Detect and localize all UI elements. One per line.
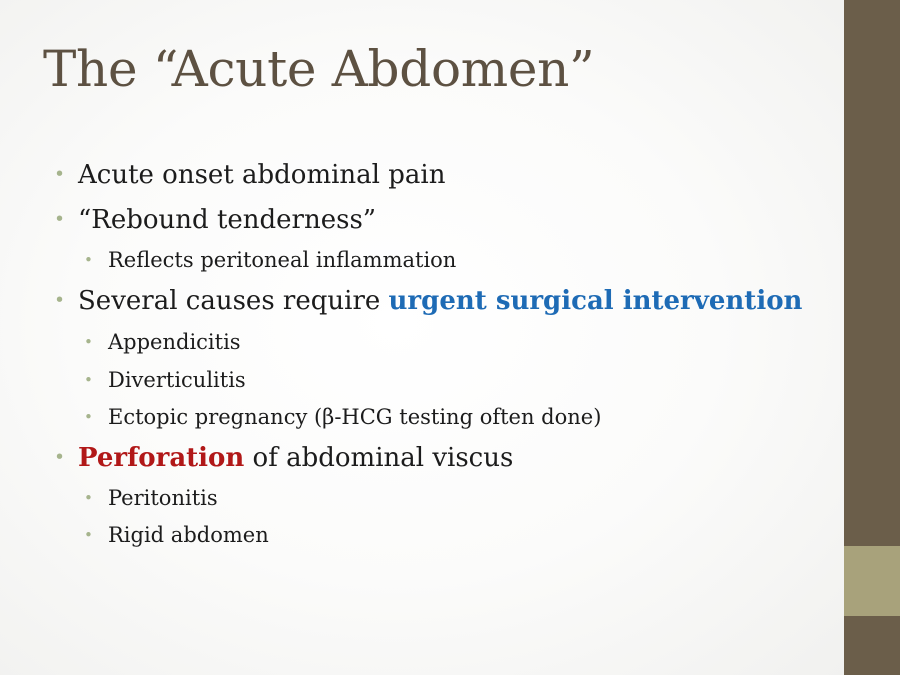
bullet-text: Reflects peritoneal inflammation [108,248,457,272]
sub-bullet-item [84,405,601,429]
bullet-dot-icon: • [54,163,66,185]
bullet-dot-icon: • [54,208,66,230]
sub-bullet-item [84,330,241,354]
bullet-text: Appendicitis [108,330,241,354]
bullet-dot-icon: • [54,289,66,311]
bullet-text: Acute onset abdominal pain [78,160,446,190]
bullet-dot-icon: • [84,332,93,351]
bullet-item [54,286,802,316]
bullet-dot-icon: • [84,370,93,389]
bullet-dot-icon: • [84,250,93,269]
bullet-text: Diverticulitis [108,368,246,392]
bullet-item [54,205,376,235]
bullet-text: “Rebound tenderness” [78,205,377,235]
bullet-dot-icon: • [54,446,66,468]
sidebar-accent-block [844,546,900,616]
bullet-text: Rigid abdomen [108,523,269,547]
bullet-item [54,160,445,190]
highlight-urgent-text: urgent surgical intervention [388,286,803,316]
sub-bullet-item [84,368,246,392]
bullet-item [54,443,513,473]
slide-title: The “Acute Abdomen” [43,40,595,98]
bullet-dot-icon: • [84,488,93,507]
bullet-dot-icon: • [84,407,93,426]
bullet-text: Peritonitis [108,486,218,510]
sub-bullet-item [84,523,269,547]
bullet-dot-icon: • [84,525,93,544]
sub-bullet-item [84,486,218,510]
highlight-perforation-text: Perforation [78,443,245,473]
bullet-text: Ectopic pregnancy (β-HCG testing often done) [108,405,602,429]
bullet-text: of abdominal viscus [244,443,514,473]
decorative-sidebar [844,0,900,675]
bullet-text: Several causes require [78,286,389,316]
sub-bullet-item [84,248,456,272]
